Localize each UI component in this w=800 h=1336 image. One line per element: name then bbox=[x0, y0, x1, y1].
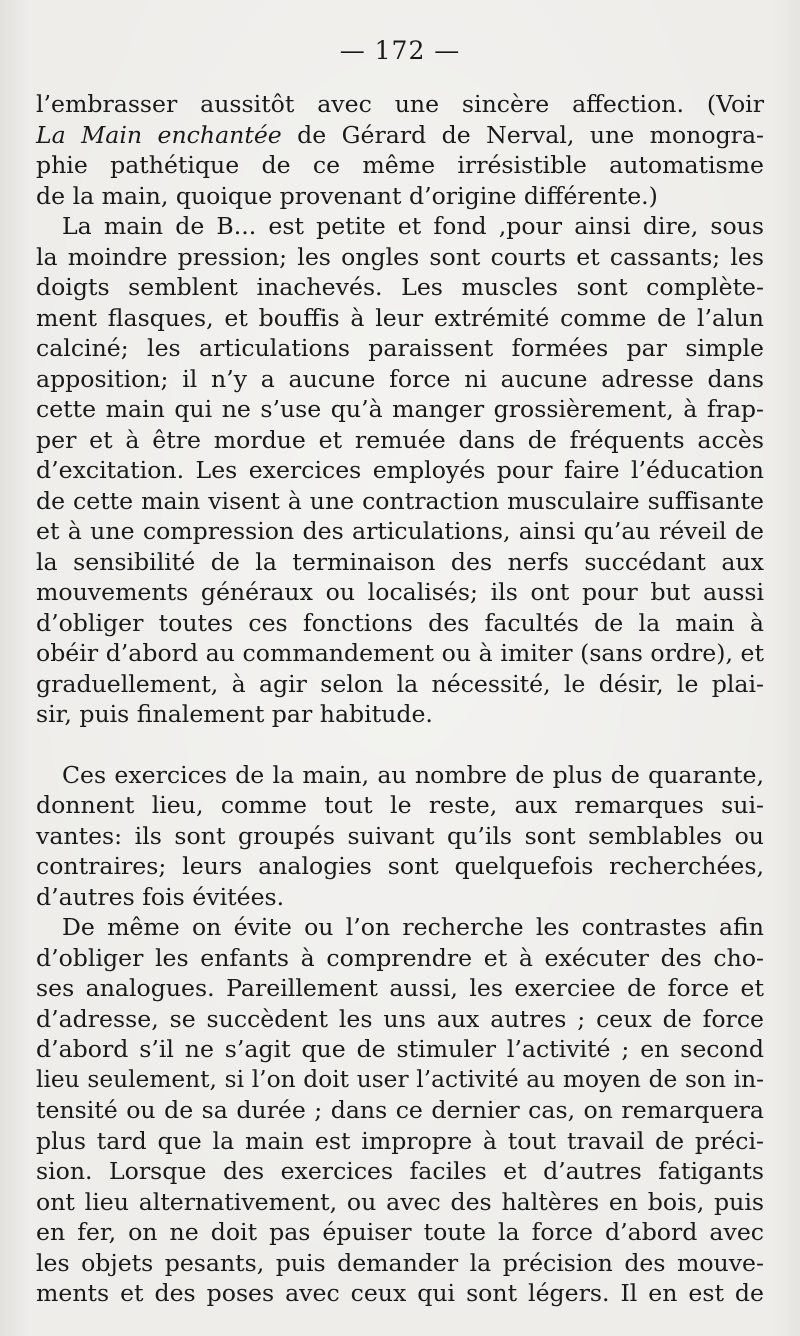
text-line: plus tard que la main est impropre à tout travail de préci- bbox=[36, 1126, 764, 1155]
paragraph-4 bbox=[36, 912, 764, 1309]
text-line: donnent lieu, comme tout le reste, aux remarques sui- bbox=[36, 791, 764, 819]
text-line: d’obliger les enfants à comprendre et à exécuter des cho- bbox=[36, 943, 764, 972]
text-line: ment flasques, et bouffis à leur extrémité comme de l’alun bbox=[36, 303, 764, 332]
text-line: phie pathétique de ce même irrésistible automatisme bbox=[36, 151, 764, 179]
text-line: la sensibilité de la terminaison des nerfs succédant aux bbox=[36, 547, 764, 576]
text-line: La main de B... est petite et fond ,pour ainsi dire, sous bbox=[62, 212, 764, 240]
text-line: d’abord s’il ne s’agit que de stimuler l’activité ; en second bbox=[36, 1035, 764, 1063]
text-line: tensité ou de sa durée ; dans ce dernier cas, on remarquera bbox=[36, 1096, 764, 1124]
text-line: graduellement, à agir selon la nécessité, le désir, le plai- bbox=[36, 669, 764, 698]
text-line: contraires; leurs analogies sont quelquefois recherchées, bbox=[36, 852, 764, 880]
text-line: vantes: ils sont groupés suivant qu’ils sont semblables ou bbox=[36, 821, 764, 850]
body-text bbox=[36, 89, 764, 1309]
text-line: les objets pesants, puis demander la précision des mouve- bbox=[36, 1248, 764, 1277]
text-line: lieu seulement, si l’on doit user l’activité au moyen de son in- bbox=[36, 1065, 764, 1093]
text-line: ments et des poses avec ceux qui sont légers. Il en est de bbox=[36, 1279, 764, 1307]
text-line: de cette main visent à une contraction musculaire suffisante bbox=[36, 486, 764, 515]
text-line: l’embrasser aussitôt avec une sincère affection. (Voir bbox=[36, 90, 764, 118]
text-line: cette main qui ne s’use qu’à manger grossièrement, à frap- bbox=[36, 395, 764, 423]
paragraph-2 bbox=[36, 211, 764, 730]
text-line: et à une compression des articulations, ainsi qu’au réveil de bbox=[36, 517, 764, 545]
text-line: d’autres fois évitées. bbox=[36, 882, 285, 911]
text-line: mouvements généraux ou localisés; ils ont pour but aussi bbox=[36, 578, 764, 606]
text-line: doigts semblent inachevés. Les muscles sont complète- bbox=[36, 273, 764, 301]
book-title-italic: La Main enchantée bbox=[36, 120, 282, 149]
page-number: — 172 — bbox=[339, 36, 461, 65]
text-line: ont lieu alternativement, ou avec des haltères en bois, puis bbox=[36, 1187, 764, 1216]
text-line: Ces exercices de la main, au nombre de plus de quarante, bbox=[62, 760, 764, 789]
text-line: De même on évite ou l’on recherche les contrastes afin bbox=[62, 913, 764, 941]
text-line: d’obliger toutes ces fonctions des facultés de la main à bbox=[36, 608, 764, 637]
paragraph-spacer bbox=[36, 730, 764, 760]
text-line: la moindre pression; les ongles sont courts et cassants; les bbox=[36, 242, 764, 271]
paragraph-3 bbox=[36, 760, 764, 913]
text-line: calciné; les articulations paraissent formées par simple bbox=[36, 334, 764, 362]
text-line: ses analogues. Pareillement aussi, les exerciee de force et bbox=[36, 974, 764, 1002]
text-line: d’adresse, se succèdent les uns aux autres ; ceux de force bbox=[36, 1004, 764, 1033]
text-line: sion. Lorsque des exercices faciles et d’autres fatigants bbox=[36, 1157, 764, 1185]
text-line-rest: de Gérard de Nerval, une monogra- bbox=[281, 120, 764, 149]
text-line: sir, puis finalement par habitude. bbox=[36, 700, 433, 728]
text-line: obéir d’abord au commandement ou à imiter (sans ordre), et bbox=[36, 639, 764, 667]
text-line-italic-title bbox=[36, 120, 764, 151]
text-line: apposition; il n’y a aucune force ni aucune adresse dans bbox=[36, 364, 764, 393]
text-line: en fer, on ne doit pas épuiser toute la force d’abord avec bbox=[36, 1218, 764, 1246]
text-line: per et à être mordue et remuée dans de fréquents accès bbox=[36, 425, 764, 454]
paragraph-1 bbox=[36, 89, 764, 211]
text-line: d’excitation. Les exercices employés pour faire l’éducation bbox=[36, 456, 764, 484]
text-line: de la main, quoique provenant d’origine différente.) bbox=[36, 181, 658, 210]
